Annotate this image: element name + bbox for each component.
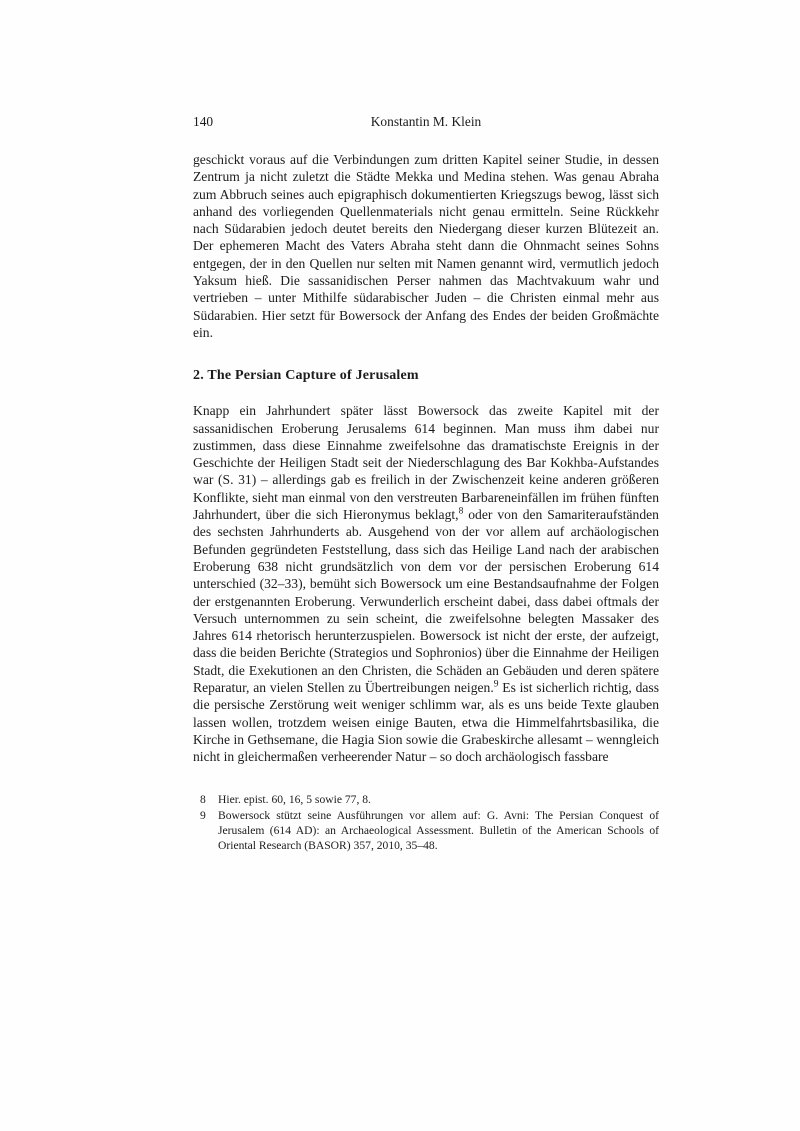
page-header [193,114,659,130]
footnote-number: 8 [200,792,206,806]
footnote-ref-9: 9 [493,679,499,690]
paragraph-persian-capture [193,402,659,765]
running-head: Konstantin M. Klein [370,114,482,129]
paragraph-abraha: geschickt voraus auf die Verbindungen zum dritten Kapitel seiner Studie, in dessen Zentrum ja nicht zuletzt die Städte Mekka und Medina stehen. Was genau Abraha zum Abbruch seines auch epigraphisch dokumentierten Kriegszugs bewog, lässt sich anhand des vorliegenden Quellenmaterials nicht genau ermitteln. Seine Rückkehr nach Südarabien jedoch deutet bereits den Niedergang dieser kurzen Blütezeit an. Der ephemeren Macht des Vaters Abraha steht dann die Ohnmacht seines Sohns entgegen, der in den Quellen nur selten mit Namen genannt wird, vermutlich jedoch Yaksum hieß. Die sassanidischen Perser nahmen das Machtvakuum wahr und vertrieben – unter Mithilfe südarabischer Juden – die Christen einmal mehr aus Südarabien. Hier setzt für Bowersock der Anfang des Endes der beiden Großmächte ein. [193,152,659,340]
paragraph-segment: oder von den Samariteraufständen des sechsten Jahrhunderts ab. Ausgehend von der vor allem auf archäologischen Befunden gegründeten Feststellung, dass sich das Heilige Land nach der arabischen Eroberung 638 nicht grundsätzlich von dem vor der persischen Eroberung 614 unterschied (32–33), bemüht sich Bowersock um eine Bestandsaufnahme der Folgen der erstgenannten Eroberung. Verwunderlich erscheint dabei, dass dabei oftmals der Versuch unternommen zu sein scheint, die zweifelsohne belegten Massaker des Jahres 614 rhetorisch herunterzuspielen. Bowersock ist nicht der erste, der aufzeigt, dass die beiden Berichte (Strategios und Sophronios) über die Einnahme der Heiligen Stadt, die Exekutionen an den Christen, die Schäden an Gebäuden und deren spätere Reparatur, an vielen Stellen zu Übertreibungen neigen. [193,507,659,696]
footnote-8 [193,792,659,807]
footnote-text: Hier. epist. 60, 16, 5 sowie 77, 8. [218,792,371,806]
footnotes-block [193,792,659,853]
page-number: 140 [193,114,214,129]
footnote-number: 9 [200,808,206,822]
text-block [193,151,659,854]
paragraph-segment: Es ist sicherlich richtig, dass die persische Zerstörung weit weniger schlimm war, als es uns beide Texte glauben lassen wollen, trotzdem weisen einige Bauten, etwa die Himmelfahrtsbasilika, die Kirche in Gethsemane, die Hagia Sion sowie die Grabeskirche allesamt – wenngleich nicht in gleichermaßen verheerender Natur – so doch archäologisch fassbare [193,680,659,765]
footnote-text: Bowersock stützt seine Ausführungen vor allem auf: G. Avni: The Persian Conquest of Jerusalem (614 AD): an Archaeological Assessment. Bulletin of the American Schools of Oriental Research (BASOR) 357, 2010, 35–48. [218,808,659,852]
paragraph-segment: Knapp ein Jahrhundert später lässt Bowersock das zweite Kapitel mit der sassanidischen Eroberung Jerusalems 614 beginnen. Man muss ihm dabei nur zustimmen, dass diese Einnahme zweifelsohne das dramatischste Ereignis in der Geschichte der Heiligen Stadt seit der Niederschlagung des Bar Kokhba-Aufstandes war (S. 31) – allerdings gab es freilich in der Zwischenzeit keine anderen größeren Konflikte, sieht man einmal von den verstreuten Barbareneinfällen im frühen fünften Jahrhundert, über die sich Hieronymus beklagt, [193,403,659,523]
footnote-ref-8: 8 [458,506,464,517]
section-heading: 2. The Persian Capture of Jerusalem [193,368,419,384]
footnote-9 [193,808,659,853]
